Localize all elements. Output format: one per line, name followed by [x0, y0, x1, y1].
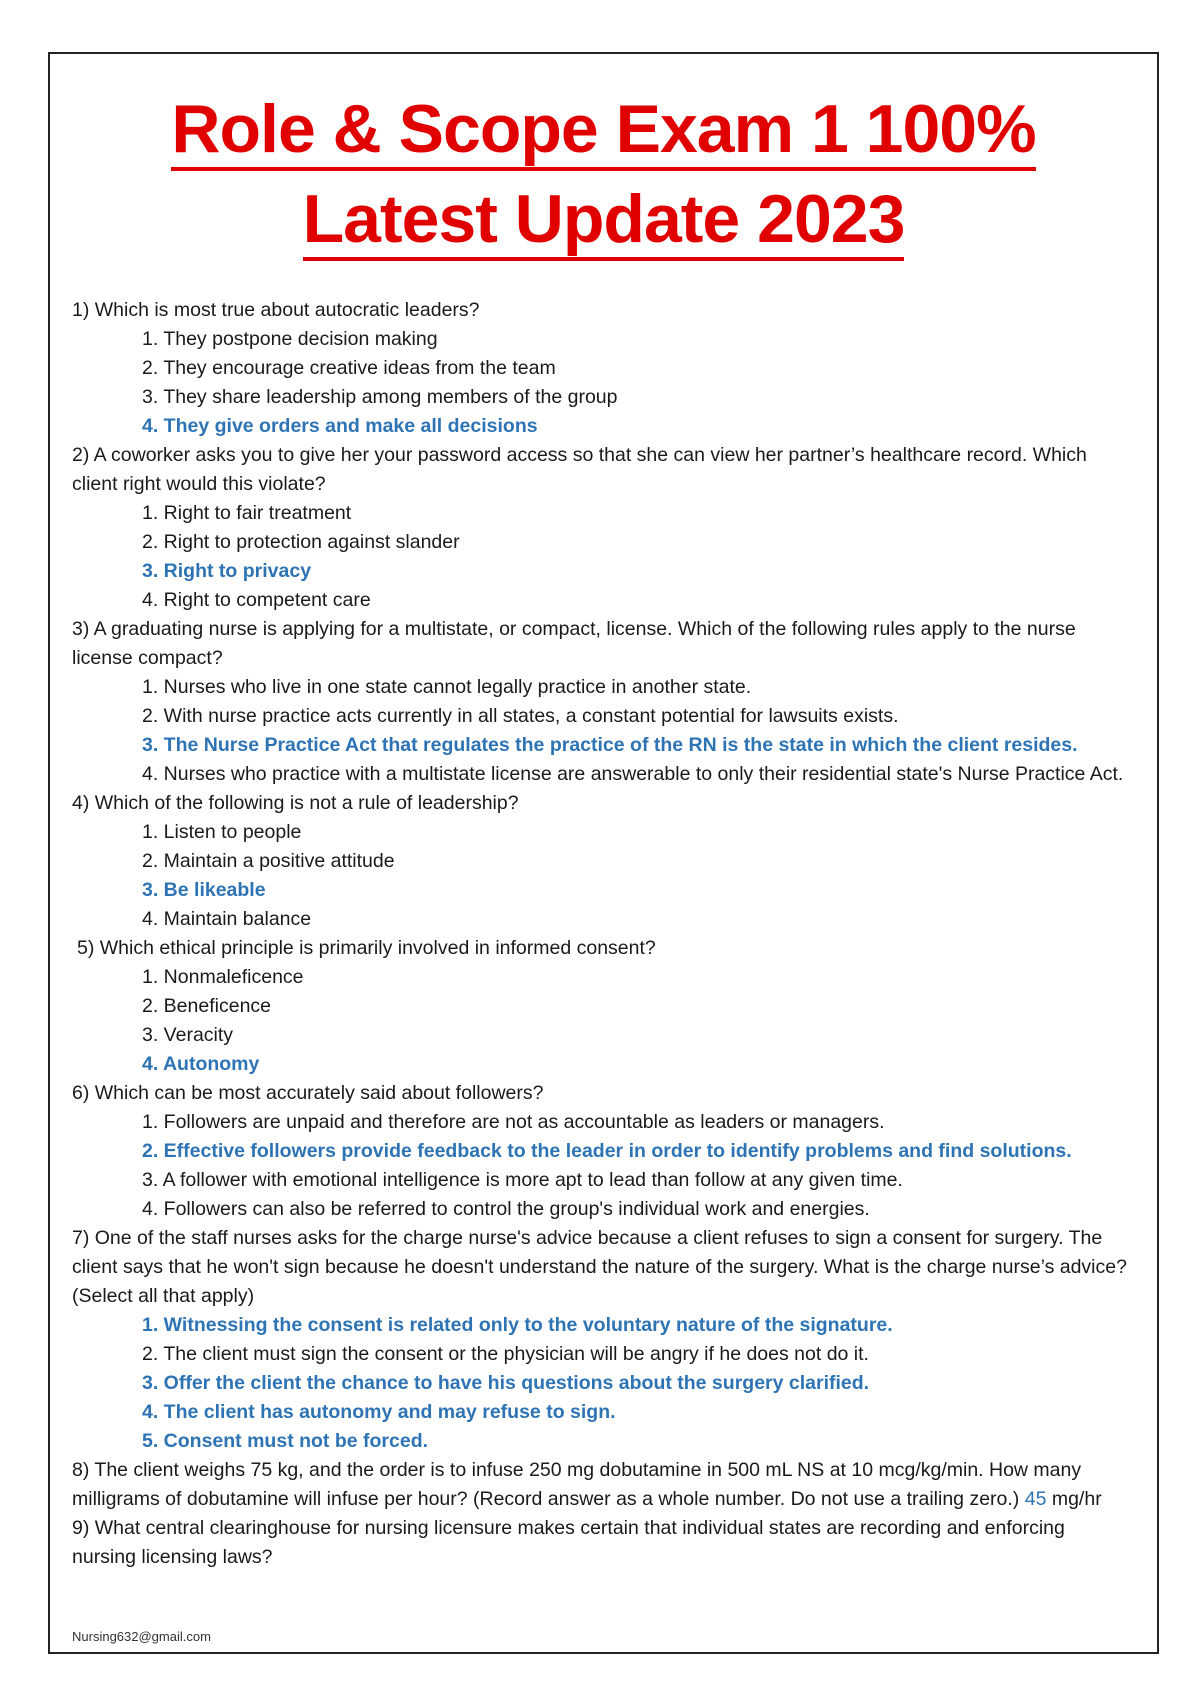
question-5-options: [72, 963, 1127, 1079]
correct-answer-option: 1. Witnessing the consent is related only to the voluntary nature of the signature.: [142, 1314, 893, 1336]
correct-answer-option: 2. Effective followers provide feedback to the leader in order to identify problems and find solutions.: [142, 1140, 1072, 1162]
title-line-1: Role & Scope Exam 1 100%: [171, 91, 1035, 171]
correct-answer-option: 3. The Nurse Practice Act that regulates the practice of the RN is the state in which the client resides.: [142, 734, 1078, 756]
question-7: 7) One of the staff nurses asks for the charge nurse's advice because a client refuses to sign a consent for surgery. The client says that he won't sign because he doesn't understand the nature of the surgery. What is the charge nurse’s advice? (Select all that apply): [72, 1227, 1127, 1307]
question-7-options: [72, 1311, 1127, 1456]
answer-option: 2. Beneficence: [142, 995, 272, 1017]
answer-option: 3. A follower with emotional intelligence is more apt to lead than follow at any given time.: [142, 1169, 903, 1191]
correct-answer-option: 3. Be likeable: [142, 879, 266, 901]
correct-answer-option: 4. Autonomy: [142, 1053, 260, 1075]
answer-option: 2. With nurse practice acts currently in all states, a constant potential for lawsuits exists.: [142, 705, 899, 727]
answer-option: 2. The client must sign the consent or the physician will be angry if he does not do it.: [142, 1343, 869, 1365]
footer-email: Nursing632@gmail.com: [72, 1629, 211, 1644]
question-1: 1) Which is most true about autocratic leaders?: [72, 299, 480, 321]
answer-option: 1. Listen to people: [142, 821, 302, 843]
document-page: [48, 52, 1159, 1654]
question-4-options: [72, 818, 1127, 934]
answer-option: 4. Followers can also be referred to control the group's individual work and energies.: [142, 1198, 870, 1220]
question-8-answer: 45: [1024, 1488, 1047, 1510]
question-4: 4) Which of the following is not a rule of leadership?: [72, 792, 519, 814]
answer-option: 1. Right to fair treatment: [142, 502, 352, 524]
questions-container: [72, 296, 1127, 1456]
question-8-text: 8) The client weighs 75 kg, and the order is to infuse 250 mg dobutamine in 500 mL NS at 10 mcg/kg/min. How many milligrams of dobutamine will infuse per hour? (Record answer as a whole number. Do not use a trailing zero.): [72, 1459, 1082, 1510]
answer-option: 4. Right to competent care: [142, 589, 371, 611]
question-list: [72, 296, 1127, 1572]
question-8-unit: mg/hr: [1051, 1488, 1102, 1510]
document-title: [50, 84, 1157, 264]
question-3: 3) A graduating nurse is applying for a multistate, or compact, license. Which of the following rules apply to the nurse license compact?: [72, 618, 1076, 669]
answer-option: 3. They share leadership among members of the group: [142, 386, 618, 408]
question-1-options: [72, 325, 1127, 441]
question-8: [72, 1456, 1127, 1514]
title-line-2: Latest Update 2023: [303, 181, 905, 261]
question-5: 5) Which ethical principle is primarily involved in informed consent?: [77, 937, 656, 959]
answer-option: 1. Nonmaleficence: [142, 966, 304, 988]
question-6-options: [72, 1108, 1127, 1224]
answer-option: 1. Followers are unpaid and therefore are not as accountable as leaders or managers.: [142, 1111, 885, 1133]
question-3-options: [72, 673, 1127, 789]
answer-option: 1. Nurses who live in one state cannot legally practice in another state.: [142, 676, 752, 698]
answer-option: 4. Maintain balance: [142, 908, 312, 930]
answer-option: 2. They encourage creative ideas from the team: [142, 357, 556, 379]
correct-answer-option: 4. The client has autonomy and may refuse to sign.: [142, 1401, 616, 1423]
correct-answer-option: 5. Consent must not be forced.: [142, 1430, 429, 1452]
answer-option: 1. They postpone decision making: [142, 328, 438, 350]
correct-answer-option: 3. Offer the client the chance to have his questions about the surgery clarified.: [142, 1372, 870, 1394]
answer-option: 3. Veracity: [142, 1024, 234, 1046]
correct-answer-option: 4. They give orders and make all decisions: [142, 415, 538, 437]
correct-answer-option: 3. Right to privacy: [142, 560, 312, 582]
question-2-options: [72, 499, 1127, 615]
question-2: 2) A coworker asks you to give her your password access so that she can view her partner’s healthcare record. Which client right would this violate?: [72, 444, 1087, 495]
answer-option: 2. Right to protection against slander: [142, 531, 460, 553]
question-6: 6) Which can be most accurately said about followers?: [72, 1082, 544, 1104]
answer-option: 4. Nurses who practice with a multistate license are answerable to only their residential state's Nurse Practice Act.: [142, 763, 1124, 785]
answer-option: 2. Maintain a positive attitude: [142, 850, 395, 872]
question-9: 9) What central clearinghouse for nursing licensure makes certain that individual states are recording and enforcing nursing licensing laws?: [72, 1517, 1065, 1568]
